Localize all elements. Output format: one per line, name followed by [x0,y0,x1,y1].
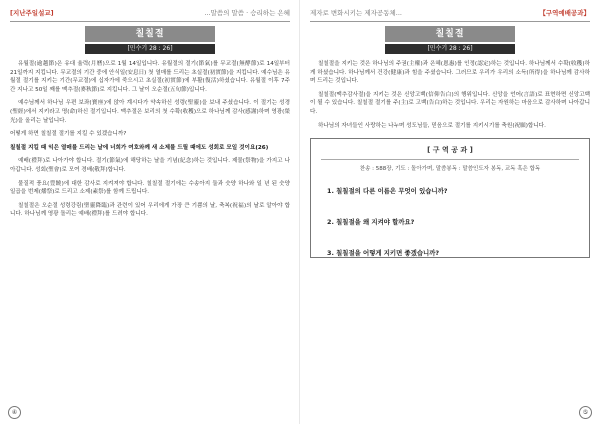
right-lesson-body [310,60,590,130]
left-page-number: ④ [8,406,21,419]
left-scripture-quote: 칠칠절 지킬 때 익은 열매를 드리는 날에 너희가 여호와께 새 소제를 드릴 때에도 성회로 모일 것이요(26) [10,144,269,151]
left-sermon-body [10,60,290,219]
right-point-2: 칠칠절(맥추감사절)을 지키는 것은 신앙고백(信仰告白)의 행위입니다. 신앙을 언어(言語)로 표현하면 신앙고백이 될 수 있습니다. 칠칠절 절기를 주(主)로 고백(告白)하는 것입니다. 우리는 자원하는 마음으로 감사하며 나아갑니다. [310,91,590,115]
left-point-1: 예배(禮拜)로 나아가야 합니다. 절기(節氣)에 해당하는 날을 기념(紀念)하는 것입니다. 제물(祭物)을 가지고 나아갑니다. 성회(聖會)로 모여 경배(敬拜)합니다. [10,158,290,173]
worship-divider [321,159,579,160]
right-header [310,6,590,18]
worship-box [310,138,590,258]
left-verse-reference: [민수기 28 : 26] [85,44,215,54]
left-paragraph: 예수님께서 하나님 우편 보좌(寶座)에 앉아 계시다가 약속하신 성령(聖靈)을 보내 주셨습니다. 이 절기는 성경(聖經)에서 지키라고 명(命)하신 절기입니다. 맥추절은 보리의 첫 수확(收穫)으로 하나님께 감사(感謝)하며 영광(榮光)을 올리는 날입니다. [10,100,290,124]
left-paragraph: 유월절(逾越節)은 유대 율력(月曆)으로 1월 14일입니다. 유월절의 절기(節氣)를 무교절(無酵節)로 14일부터 21일까지 지킵니다. 무교절의 기간 중에 안식일(安息日) 첫 열매를 드리는 초실절(初實節)을 지킵니다. 예수님은 유월절 절기를 지키는 기간(무교절)에 십자가에 죽으시고 초실절(初實節)에 부활(復活)하셨습니다. 유월절 이후 7주간 지나고 50일 째를 맥추절(麥秋節)로 지킵니다. 그 날이 오순절(五旬節)입니다. [10,61,290,93]
right-verse-reference: [민수기 28 : 26] [385,44,515,54]
question-2: 2. 칠칠절을 왜 지켜야 할까요? [327,218,415,227]
worship-info: 찬송 : 588장, 기도 : 돌아가며, 말씀봉독 : 말씀인도자 봉독, 교독 혹은 합독 [359,166,541,173]
right-header-divider [310,21,590,22]
right-closing: 하나님의 자녀들인 사랑하는 나누며 성도님들, 믿음으로 절기를 지키시기를 축원(祝願)합니다. [318,122,546,129]
right-page [300,0,600,424]
worship-title: [ 구 역 공 과 ] [427,146,473,155]
left-point-3: 칠칠절은 오순절 성령강림(聖靈降臨)과 관련이 있어 우리에게 가장 큰 기쁨의 날, 축복(祝福)의 날로 알아야 합니다. 하나님께 영광 돌리는 예배(禮拜)를 드려야 합니다. [10,202,290,218]
right-header-sub: 제자로 변화시키는 제자공동체... [310,8,402,17]
left-point-2: 물질적 풍요(豊饒)에 대한 감사로 지켜져야 합니다. 칠칠절 절기에는 수송아지 둘과 숫양 하나와 일 년 된 숫양 일곱을 번제(燔祭)로 드리고 소제(素祭)를 함께 드립니다. [10,180,290,196]
right-lesson-title: 칠칠절 [385,26,515,42]
left-header-sub: ...말씀의 말씀 · 승리하는 은혜 [204,8,290,17]
left-header-tag: [지난주일설교] [10,8,54,17]
question-3: 3. 칠칠절을 어떻게 지키면 좋겠습니까? [327,249,440,258]
question-1: 1. 칠칠절의 다른 이름은 무엇이 있습니까? [327,187,448,196]
left-question: 어떻게 하면 칠칠절 절기를 지킬 수 있겠습니까? [10,131,127,138]
right-header-tag: 【구역예배공과】 [539,8,590,17]
right-point-1: 칠칠절을 지키는 것은 하나님의 주권(主權)과 은혜(恩惠)를 인정(認定)하는 것입니다. 하나님께서 수확(收穫)하게 하셨습니다. 하나님께서 건강(健康)과 힘을 주셨습니다. 그러므로 우리가 우리의 소득(所得)을 하나님께 감사하며 드리는 것입니다. [310,61,590,85]
right-page-number: ⑤ [579,406,592,419]
left-sermon-title: 칠칠절 [85,26,215,42]
left-header-divider [10,21,290,22]
left-header [10,6,290,18]
